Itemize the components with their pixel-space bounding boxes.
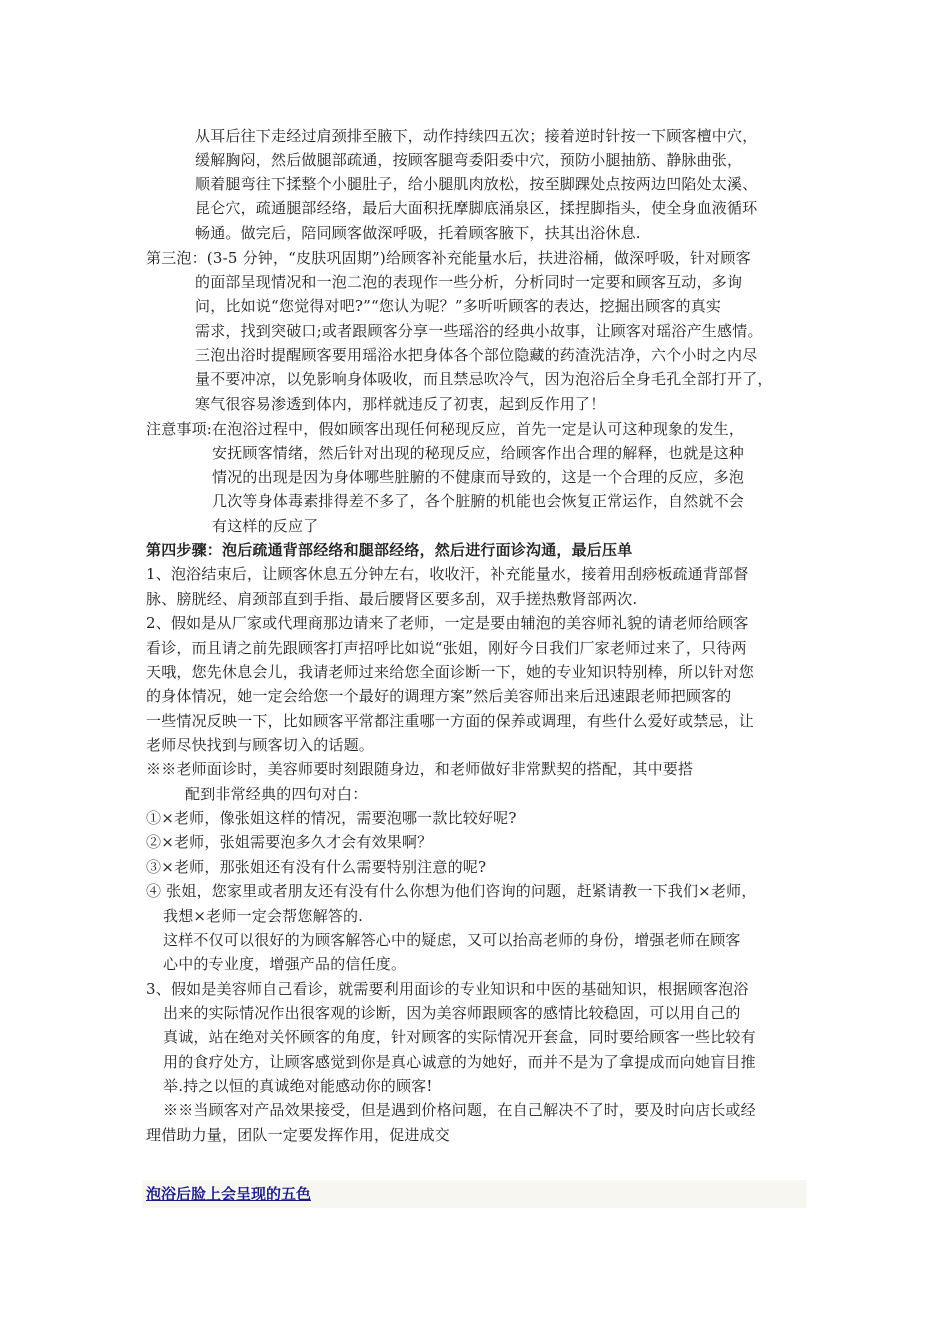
text-line: 昆仑穴，疏通腿部经络，最后大面积抚摩脚底涌泉区，揉捏脚指头，使全身血液循环 bbox=[195, 199, 758, 217]
text-line: 这样不仅可以很好的为顾客解答心中的疑虑，又可以抬高老师的身份，增强老师在顾客 bbox=[163, 931, 741, 949]
text-line: 看诊，而且请之前先跟顾客打声招呼比如说“张姐，刚好今日我们厂家老师过来了，只待两 bbox=[146, 639, 747, 657]
text-line: 的身体情况，她一定会给您一个最好的调理方案”然后美容师出来后迅速跟老师把顾客的 bbox=[146, 687, 732, 705]
text-line: 2、假如是从厂家或代理商那边请来了老师，一定是要由辅泡的美容师礼貌的请老师给顾客 bbox=[146, 614, 749, 632]
text-line: 老师尽快找到与顾客切入的话题。 bbox=[146, 736, 375, 754]
text-line: 情况的出现是因为身体哪些脏腑的不健康而导致的，这是一个合理的反应，多泡 bbox=[212, 468, 745, 486]
text-line: 有这样的反应了 bbox=[212, 517, 319, 535]
text-line: 3、假如是美容师自己看诊，就需要利用面诊的专业知识和中医的基础知识，根据顾客泡浴 bbox=[146, 980, 749, 998]
text-line: 问，比如说“您觉得对吧?”“您认为呢？”多听听顾客的表达，挖掘出顾客的真实 bbox=[195, 297, 722, 315]
text-line: 第三泡：(3-5 分钟，“皮肤巩固期”)给顾客补充能量水后，扶进浴桶，做深呼吸，针对顾客 bbox=[146, 249, 751, 267]
text-line: 需求，找到突破口;或者跟顾客分享一些瑶浴的经典小故事，让顾客对瑶浴产生感情。 bbox=[195, 322, 763, 340]
text-line: 真诚，站在绝对关怀顾客的角度，针对顾客的实际情况开套盒，同时要给顾客一些比较有 bbox=[163, 1028, 756, 1046]
text-line: 理借助力量，团队一定要发挥作用，促进成交 bbox=[146, 1126, 451, 1144]
text-line: 从耳后往下走经过肩颈排至腋下，动作持续四五次；接着逆时针按一下顾客檀中穴， bbox=[195, 127, 758, 145]
text-line: 一些情况反映一下，比如顾客平常都注重哪一方面的保养或调理，有些什么爱好或禁忌，让 bbox=[146, 712, 755, 730]
text-line: ※※老师面诊时，美容师要时刻跟随身边，和老师做好非常默契的搭配，其中要搭 bbox=[146, 760, 694, 778]
text-line: 脉、膀胱经、肩颈部直到手指、最后腰肾区要多刮，双手搓热敷肾部两次. bbox=[146, 590, 638, 608]
text-line: 畅通。做完后，陪同顾客做深呼吸，托着顾客腋下，扶其出浴休息. bbox=[195, 224, 641, 242]
text-line: ①×老师，像张姐这样的情况，需要泡哪一款比较好呢? bbox=[146, 809, 517, 827]
text-line: 1、泡浴结束后，让顾客休息五分钟左右，收收汗，补充能量水，接着用刮痧板疏通背部督 bbox=[146, 565, 749, 583]
text-line: 三泡出浴时提醒顾客要用瑶浴水把身体各个部位隐藏的药渣洗洁净，六个小时之内尽 bbox=[195, 346, 758, 364]
text-line: 举.持之以恒的真诚绝对能感动你的顾客! bbox=[163, 1077, 433, 1095]
text-line: 用的食疗处方，让顾客感觉到你是真心诚意的为她好，而并不是为了拿提成而向她盲目推 bbox=[163, 1053, 756, 1071]
text-line: 量不要冲凉，以免影响身体吸收，而且禁忌吹冷气，因为泡浴后全身毛孔全部打开了， bbox=[195, 370, 773, 388]
text-line: ③×老师，那张姐还有没有什么需要特别注意的呢? bbox=[146, 858, 487, 876]
text-line: ※※当顾客对产品效果接受，但是遇到价格问题，在自己解决不了时，要及时向店长或经 bbox=[163, 1101, 756, 1119]
five-colors-link[interactable]: 泡浴后脸上会呈现的五色 bbox=[146, 1185, 312, 1203]
text-line: 安抚顾客情绪，然后针对出现的秘现反应，给顾客作出合理的解释，也就是这种 bbox=[212, 444, 745, 462]
text-line: 我想×老师一定会帮您解答的. bbox=[163, 907, 364, 925]
text-line: 配到非常经典的四句对白： bbox=[185, 785, 368, 803]
text-line: 的面部呈现情况和一泡二泡的表现作一些分析，分析同时一定要和顾客互动，多询 bbox=[195, 273, 743, 291]
text-line: 缓解胸闷，然后做腿部疏通，按顾客腿弯委阳委中穴，预防小腿抽筋、静脉曲张， bbox=[195, 151, 743, 169]
text-line: 顺着腿弯往下揉整个小腿肚子，给小腿肌肉放松，按至脚踝处点按两边凹陷处太溪、 bbox=[195, 175, 758, 193]
section-heading: 第四步骤：泡后疏通背部经络和腿部经络，然后进行面诊沟通，最后压单 bbox=[146, 541, 633, 559]
text-line: 注意事项:在泡浴过程中，假如顾客出现任何秘现反应，首先一定是认可这种现象的发生， bbox=[146, 420, 745, 438]
text-line: 寒气很容易渗透到体内，那样就违反了初衷，起到反作用了！ bbox=[195, 395, 606, 413]
text-line: ②×老师，张姐需要泡多久才会有效果啊？ bbox=[146, 833, 433, 851]
text-line: 几次等身体毒素排得差不多了，各个脏腑的机能也会恢复正常运作，自然就不会 bbox=[212, 492, 745, 510]
text-line: 天哦，您先休息会儿，我请老师过来给您全面诊断一下，她的专业知识特别棒，所以针对您 bbox=[146, 663, 755, 681]
text-line: 心中的专业度，增强产品的信任度。 bbox=[163, 955, 407, 973]
text-line: ④ 张姐，您家里或者朋友还有没有什么你想为他们咨询的问题，赶紧请教一下我们×老师， bbox=[146, 882, 757, 900]
text-line: 出来的实际情况作出很客观的诊断，因为美容师跟顾客的感情比较稳固，可以用自己的 bbox=[163, 1004, 741, 1022]
